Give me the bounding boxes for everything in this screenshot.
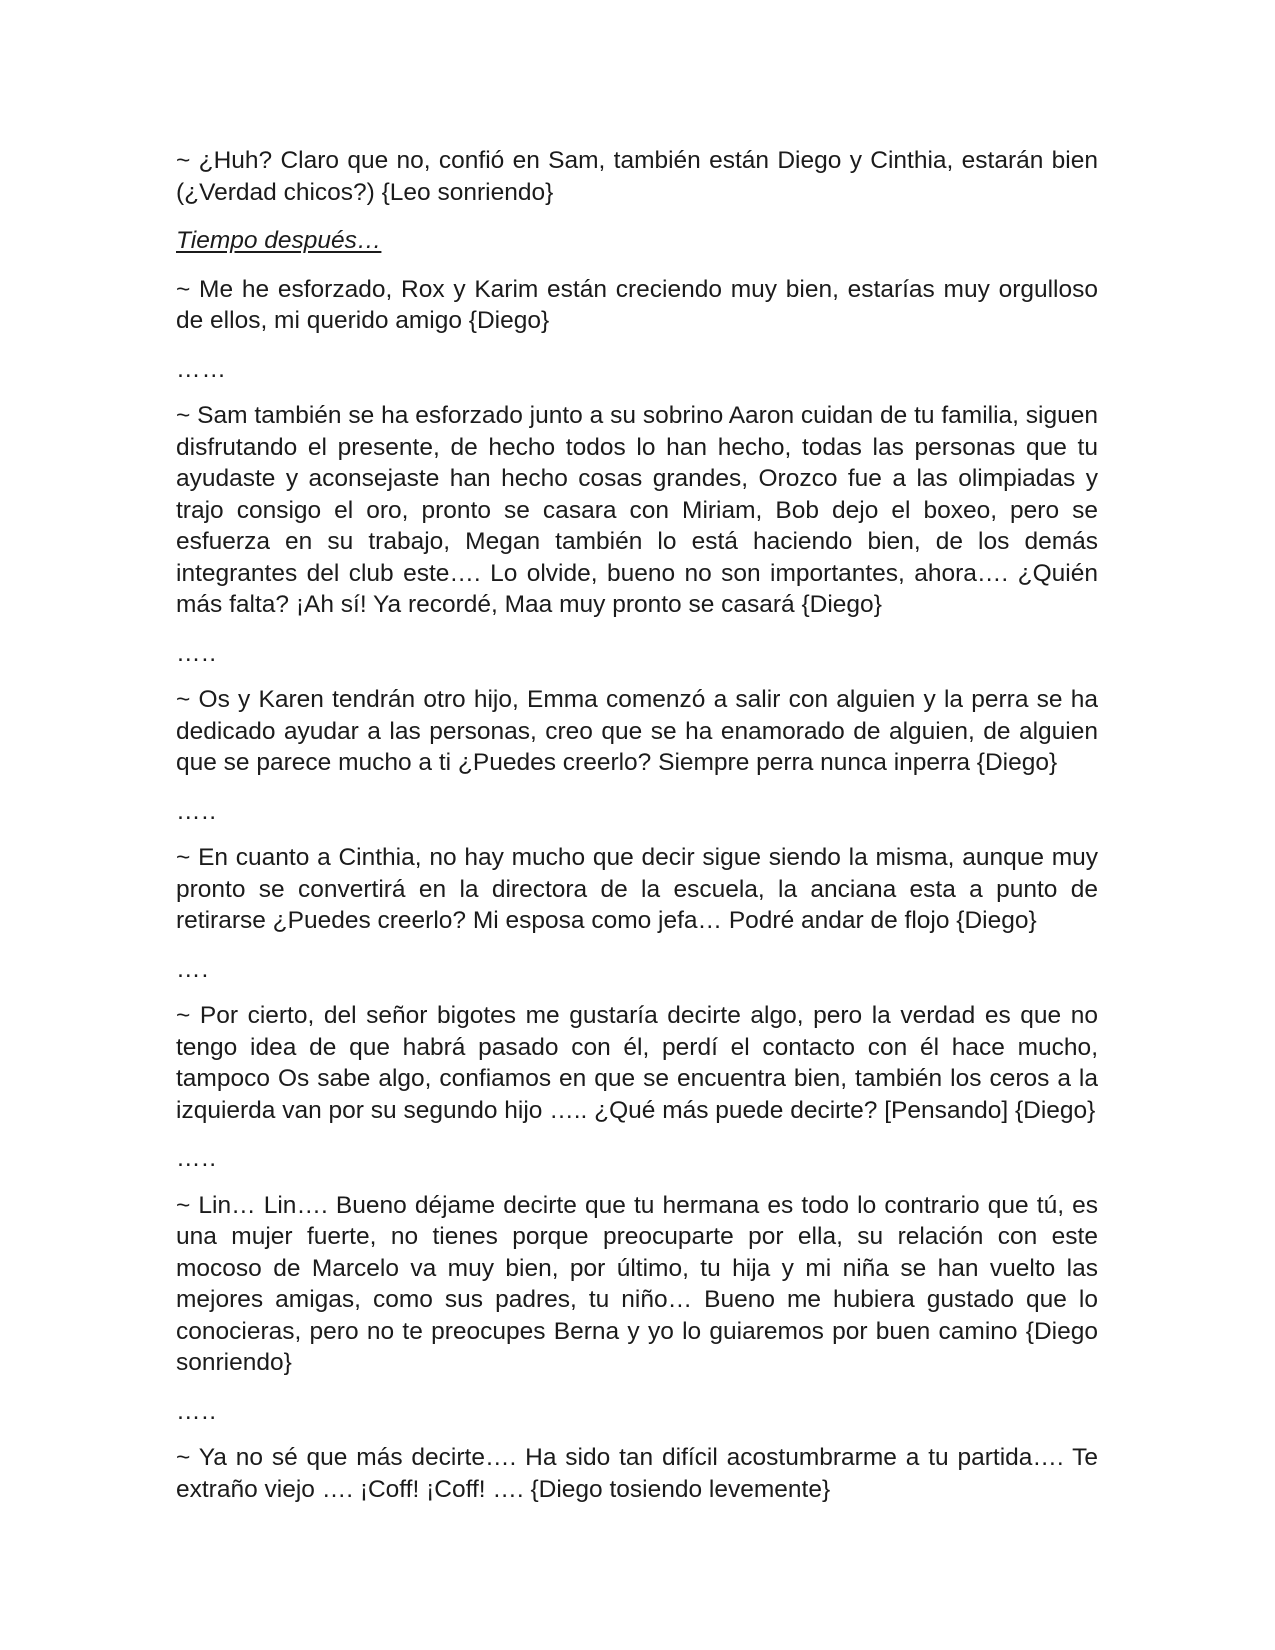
ellipsis-separator: …. — [176, 955, 210, 983]
ellipsis-separator: ….. — [176, 1145, 218, 1172]
paragraph: ~ Me he esforzado, Rox y Karim están creciendo muy bien, estarías muy orgulloso de ellos, mi querido amigo {Diego} — [176, 275, 1098, 334]
paragraph: ~ Os y Karen tendrán otro hijo, Emma comenzó a salir con alguien y la perra se ha dedicado ayudar a las personas, creo que se ha enamorado de alguien, de alguien que se parece mucho a ti ¿Puedes creerlo? Siempre perra nunca inperra {Diego} — [176, 686, 1098, 776]
section-heading: Tiempo después… — [176, 227, 382, 254]
ellipsis-separator: …… — [176, 355, 227, 383]
paragraph: ~ Por cierto, del señor bigotes me gustaría decirte algo, pero la verdad es que no tengo idea de que habrá pasado con él, perdí el contacto con él hace mucho, tampoco Os sabe algo, confiamos en que se encuentra bien, también los ceros a la izquierda van por su segundo hijo ….. ¿Qué más puede decirte? [Pensando] {Diego} — [176, 1002, 1098, 1124]
ellipsis-separator: ….. — [176, 797, 218, 825]
paragraph: ~ ¿Huh? Claro que no, confió en Sam, también están Diego y Cinthia, estarán bien (¿Verdad chicos?) {Leo sonriendo} — [176, 147, 1098, 206]
paragraph: ~ Sam también se ha esforzado junto a su sobrino Aaron cuidan de tu familia, siguen disfrutando el presente, de hecho todos lo han hecho, todas las personas que tu ayudaste y aconsejaste han hecho cosas grandes, Orozco fue a las olimpiadas y trajo consigo el oro, pronto se casara con Miriam, Bob dejo el boxeo, pero se esfuerza en su trabajo, Megan también lo está haciendo bien, de los demás integrantes del club este…. Lo olvide, bueno no son importantes, ahora…. ¿Quién más falta? ¡Ah sí! Ya recordé, Maa muy pronto se casará {Diego} — [176, 402, 1098, 618]
paragraph: ~ En cuanto a Cinthia, no hay mucho que decir sigue siendo la misma, aunque muy pronto se convertirá en la directora de la escuela, la anciana esta a punto de retirarse ¿Puedes creerlo? Mi esposa como jefa… Podré andar de flojo {Diego} — [176, 844, 1098, 934]
paragraph: ~ Ya no sé que más decirte…. Ha sido tan difícil acostumbrarme a tu partida…. Te extraño viejo …. ¡Coff! ¡Coff! …. {Diego tosiendo levemente} — [176, 1444, 1098, 1503]
ellipsis-separator: ….. — [176, 1397, 218, 1425]
ellipsis-separator: ….. — [176, 639, 218, 667]
paragraph: ~ Lin… Lin…. Bueno déjame decirte que tu hermana es todo lo contrario que tú, es una mujer fuerte, no tienes porque preocuparte por ella, su relación con este mocoso de Marcelo va muy bien, por último, tu hija y mi niña se han vuelto las mejores amigas, como sus padres, tu niño… Bueno me hubiera gustado que lo conocieras, pero no te preocupes Berna y yo lo guiaremos por buen camino {Diego sonriendo} — [176, 1191, 1098, 1376]
document-body — [176, 145, 1098, 1522]
